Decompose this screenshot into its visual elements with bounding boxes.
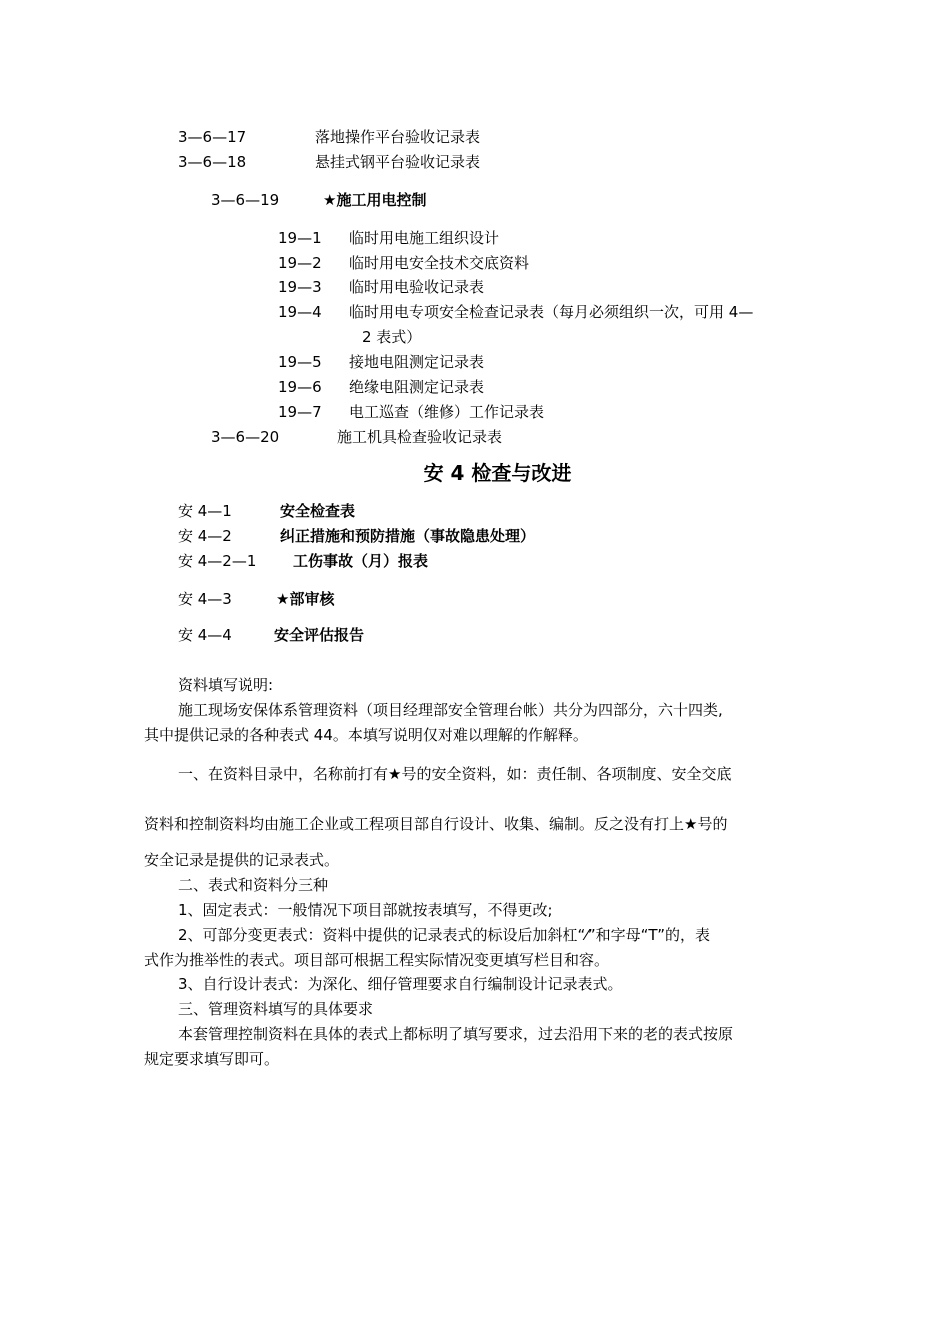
toc-sub-item (278, 303, 753, 321)
toc-sub-code: 19—6 (278, 378, 322, 396)
section-item (178, 552, 428, 570)
notes-paragraph-line: 安全记录是提供的记录表式。 (144, 851, 340, 869)
notes-paragraph-line: 本套管理控制资料在具体的表式上都标明了填写要求，过去沿用下来的老的表式按原 (178, 1025, 734, 1043)
section-title: 安 4 检查与改进 (423, 461, 572, 485)
notes-paragraph-line: 施工现场安保体系管理资料（项目经理部安全管理台帐）共分为四部分，六十四类, (178, 701, 723, 719)
section-item-title: 安全检查表 (280, 502, 356, 520)
toc-sub-item (278, 278, 484, 296)
section-item (178, 626, 364, 644)
toc-title: 落地操作平台验收记录表 (315, 128, 481, 146)
notes-heading: 资料填写说明: (178, 676, 274, 694)
section-item-title: ★部审核 (276, 590, 335, 608)
toc-sub-item (278, 229, 499, 247)
section-item-title: 工伤事故（月）报表 (293, 552, 429, 570)
toc-row-3-6-18 (178, 153, 480, 171)
notes-paragraph-line: 一、在资料目录中，名称前打有★号的安全资料，如：责任制、各项制度、安全交底 (178, 765, 732, 783)
toc-sub-item (278, 353, 484, 371)
toc-code: 3—6—20 (211, 428, 280, 446)
toc-sub-item (278, 378, 484, 396)
toc-sub-code: 19—3 (278, 278, 322, 296)
toc-code: 3—6—17 (178, 128, 247, 146)
section-item (178, 502, 355, 520)
section-item (178, 527, 535, 545)
toc-sub-title: 临时用电专项安全检查记录表（每月必须组织一次，可用 4— (349, 303, 754, 321)
toc-sub-code: 19—7 (278, 403, 322, 421)
toc-sub-title: 临时用电验收记录表 (349, 278, 485, 296)
toc-sub-item (278, 254, 529, 272)
toc-sub-title: 电工巡查（维修）工作记录表 (349, 403, 545, 421)
notes-paragraph-line: 资料和控制资料均由施工企业或工程项目部自行设计、收集、编制。反之没有打上★号的 (144, 815, 728, 833)
notes-paragraph-line: 三、管理资料填写的具体要求 (178, 1000, 374, 1018)
toc-sub-title: 临时用电施工组织设计 (349, 229, 500, 247)
notes-paragraph-line: 式作为推举性的表式。项目部可根据工程实际情况变更填写栏目和容。 (144, 951, 610, 969)
section-item (178, 590, 334, 608)
toc-sub-code: 19—1 (278, 229, 322, 247)
toc-code: 3—6—18 (178, 153, 247, 171)
toc-sub-title: 绝缘电阻测定记录表 (349, 378, 485, 396)
toc-row-3-6-17 (178, 128, 480, 146)
toc-sub-item (278, 403, 544, 421)
notes-paragraph-line: 二、表式和资料分三种 (178, 876, 329, 894)
section-item-code: 安 4—1 (178, 502, 232, 520)
notes-paragraph-line: 1、固定表式：一般情况下项目部就按表填写，不得更改; (178, 901, 553, 919)
toc-title: 施工机具检查验收记录表 (337, 428, 503, 446)
toc-sub-title: 临时用电安全技术交底资料 (349, 254, 530, 272)
toc-sub-code: 19—2 (278, 254, 322, 272)
notes-paragraph-line: 其中提供记录的各种表式 44。本填写说明仅对难以理解的作解释。 (144, 726, 588, 744)
toc-code: 3—6—19 (211, 191, 280, 209)
section-item-code: 安 4—2 (178, 527, 232, 545)
toc-title: ★施工用电控制 (323, 191, 427, 209)
toc-row-3-6-19 (211, 191, 426, 209)
section-item-code: 安 4—3 (178, 590, 232, 608)
toc-title: 悬挂式钢平台验收记录表 (315, 153, 481, 171)
toc-sub-code: 19—4 (278, 303, 322, 321)
section-item-code: 安 4—4 (178, 626, 232, 644)
notes-paragraph-line: 规定要求填写即可。 (144, 1050, 280, 1068)
notes-paragraph-line: 2、可部分变更表式：资料中提供的记录表式的标设后加斜杠“⁄”和字母“T”的，表 (178, 926, 710, 944)
section-item-code: 安 4—2—1 (178, 552, 257, 570)
section-item-title: 纠正措施和预防措施（事故隐患处理） (280, 527, 536, 545)
section-item-title: 安全评估报告 (274, 626, 365, 644)
toc-sub-item-continuation: 2 表式） (362, 328, 422, 346)
notes-paragraph-line: 3、自行设计表式：为深化、细仔管理要求自行编制设计记录表式。 (178, 975, 623, 993)
toc-row-3-6-20 (211, 428, 502, 446)
toc-sub-title: 接地电阻测定记录表 (349, 353, 485, 371)
toc-sub-code: 19—5 (278, 353, 322, 371)
